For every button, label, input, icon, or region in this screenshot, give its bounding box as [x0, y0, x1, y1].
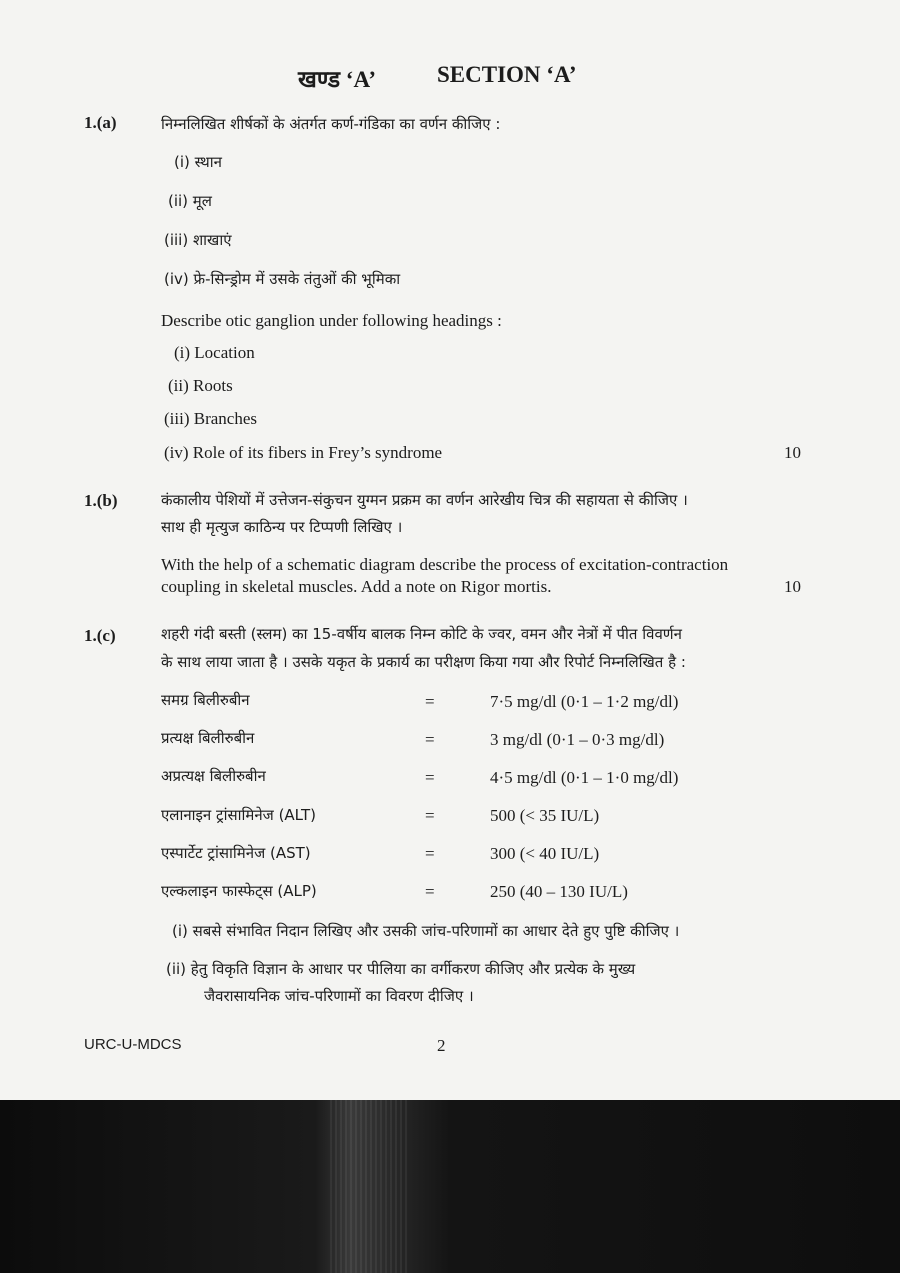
q1a-hindi-item: (i) स्थान	[174, 153, 222, 171]
lab-equals: =	[425, 844, 435, 863]
q1b-english-line: With the help of a schematic diagram describe the process of excitation-contraction	[161, 555, 729, 574]
lab-test-value: 7·5 mg/dl (0·1 – 1·2 mg/dl)	[490, 692, 679, 711]
q1a-hindi-item: (iii) शाखाएं	[164, 231, 232, 249]
lab-test-name: प्रत्यक्ष बिलीरुबीन	[161, 729, 255, 747]
q1a-hindi-item: (iv) फ्रे-सिन्ड्रोम में उसके तंतुओं की भूमिका	[164, 270, 401, 288]
q1a-english-item: (ii) Roots	[168, 376, 233, 395]
q1a-marks: 10	[784, 443, 801, 462]
lab-test-value: 300 (< 40 IU/L)	[490, 844, 600, 863]
q1c-subquestion-ii-line1: (ii) हेतु विकृति विज्ञान के आधार पर पीलिया का वर्गीकरण कीजिए और प्रत्येक के मुख्य	[166, 960, 636, 978]
lab-test-name: एस्पार्टेट ट्रांसामिनेज (AST)	[161, 844, 311, 862]
page-number: 2	[437, 1036, 446, 1055]
q1b-marks: 10	[784, 577, 801, 596]
q1a-english-item: (iii) Branches	[164, 409, 257, 428]
section-title-english: SECTION ‘A’	[437, 62, 577, 87]
lab-equals: =	[425, 806, 435, 825]
question-number-1a: 1.(a)	[84, 113, 117, 132]
scanner-dark-margin	[0, 1100, 900, 1273]
q1a-english-item: (iv) Role of its fibers in Frey’s syndrome	[164, 443, 443, 462]
q1c-subquestion-i: (i) सबसे संभावित निदान लिखिए और उसकी जांच-परिणामों का आधार देते हुए पुष्टि कीजिए ।	[172, 922, 680, 940]
lab-test-value: 500 (< 35 IU/L)	[490, 806, 600, 825]
lab-test-value: 4·5 mg/dl (0·1 – 1·0 mg/dl)	[490, 768, 679, 787]
lab-test-name: अप्रत्यक्ष बिलीरुबीन	[161, 767, 266, 785]
lab-test-value: 250 (40 – 130 IU/L)	[490, 882, 628, 901]
lab-test-name: एलानाइन ट्रांसामिनेज (ALT)	[161, 806, 316, 824]
question-number-1b: 1.(b)	[84, 491, 118, 510]
q1b-hindi-line: साथ ही मृत्युज काठिन्य पर टिप्पणी लिखिए ।	[161, 518, 403, 536]
q1b-hindi-line: कंकालीय पेशियों में उत्तेजन-संकुचन युग्मन प्रक्रम का वर्णन आरेखीय चित्र की सहायता से कीजिए ।	[161, 491, 688, 509]
q1a-english-item: (i) Location	[174, 343, 255, 362]
lab-equals: =	[425, 768, 435, 787]
lab-equals: =	[425, 882, 435, 901]
lab-test-name: समग्र बिलीरुबीन	[161, 691, 250, 709]
q1a-hindi-item: (ii) मूल	[168, 192, 212, 210]
section-title-hindi: खण्ड ‘A’	[298, 67, 377, 92]
question-number-1c: 1.(c)	[84, 626, 116, 645]
q1c-hindi-line: के साथ लाया जाता है । उसके यकृत के प्रकार्य का परीक्षण किया गया और रिपोर्ट निम्नलिखित है :	[161, 653, 686, 671]
q1c-hindi-line: शहरी गंदी बस्ती (स्लम) का 15-वर्षीय बालक निम्न कोटि के ज्वर, वमन और नेत्रों में पीत विवर्णन	[161, 625, 682, 643]
lab-test-value: 3 mg/dl (0·1 – 0·3 mg/dl)	[490, 730, 665, 749]
paper-code: URC-U-MDCS	[84, 1036, 182, 1053]
lab-equals: =	[425, 730, 435, 749]
lab-test-name: एल्कलाइन फास्फेट्स (ALP)	[161, 882, 317, 900]
q1a-hindi-prompt: निम्नलिखित शीर्षकों के अंतर्गत कर्ण-गंडिका का वर्णन कीजिए :	[161, 115, 501, 133]
q1b-english-line: coupling in skeletal muscles. Add a note on Rigor mortis.	[161, 577, 552, 596]
q1c-subquestion-ii-line2: जैवरासायनिक जांच-परिणामों का विवरण दीजिए ।	[204, 987, 474, 1005]
q1a-english-prompt: Describe otic ganglion under following headings :	[161, 311, 502, 330]
lab-equals: =	[425, 692, 435, 711]
